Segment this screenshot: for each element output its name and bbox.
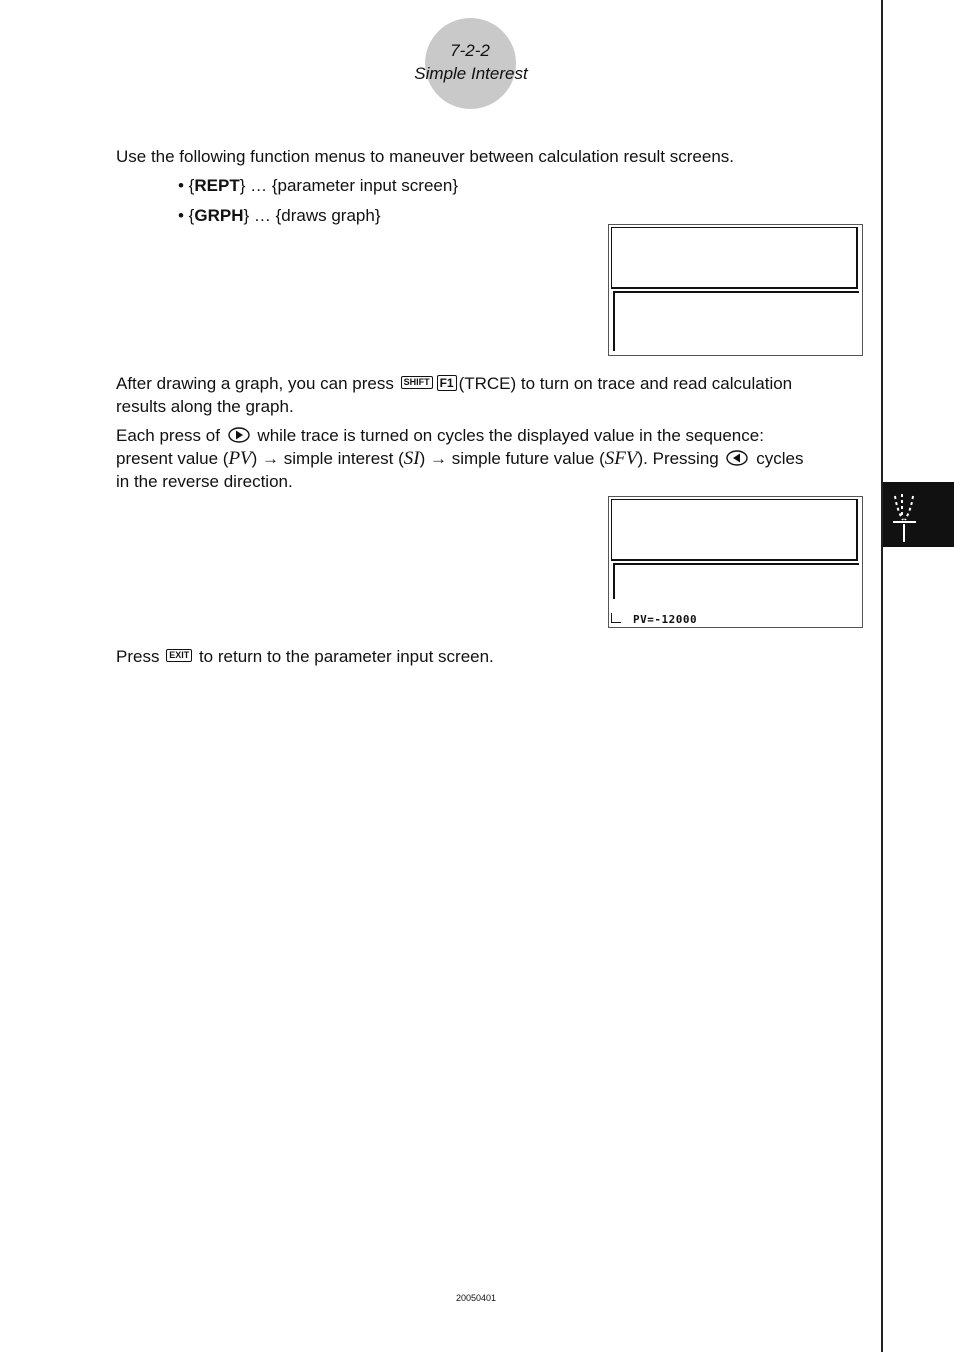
f1-key-icon: F1 <box>437 375 457 391</box>
graph-axis <box>613 291 859 351</box>
page-edge-rule <box>881 0 883 1352</box>
cycle-paragraph <box>116 424 866 493</box>
left-arrow-key-icon <box>726 450 748 466</box>
menu-desc-rept: } … {parameter input screen} <box>239 176 458 195</box>
trace-value: PV=-12000 <box>633 613 698 626</box>
trace-paragraph <box>116 372 856 418</box>
cycle-text-5: ) → simple future value ( <box>419 449 605 468</box>
menu-key-rept: REPT <box>194 176 240 195</box>
calculator-screen-trace <box>608 496 863 628</box>
graph-bar <box>611 227 858 289</box>
trace-text-1: After drawing a graph, you can press <box>116 374 394 393</box>
calculator-screen-graph <box>608 224 863 356</box>
menu-desc-grph: } … {draws graph} <box>243 206 381 225</box>
exit-text-2: to return to the parameter input screen. <box>198 647 494 666</box>
financial-chapter-icon <box>889 488 933 542</box>
symbol-sfv: SFV <box>604 448 638 469</box>
exit-paragraph <box>116 645 494 668</box>
trace-text-3: results along the graph. <box>116 397 294 416</box>
cycle-text-6: ). Pressing <box>637 449 719 468</box>
chapter-tab <box>883 482 954 547</box>
trace-graph-bar <box>611 499 858 561</box>
menu-key-grph: GRPH <box>194 206 244 225</box>
menu-item-rept: • {REPT} … {parameter input screen} <box>178 176 458 195</box>
right-arrow-key-icon <box>228 427 250 443</box>
symbol-pv: PV <box>228 448 252 469</box>
menu-item-grph: • {GRPH} … {draws graph} <box>178 206 381 225</box>
trace-status-line <box>611 613 697 626</box>
cycle-text-7: cycles <box>756 449 804 468</box>
symbol-si: SI <box>403 448 420 469</box>
cycle-text-2: while trace is turned on cycles the displayed value in the sequence: <box>257 426 764 445</box>
intro-text: Use the following function menus to maneuver between calculation result screens. <box>116 147 735 166</box>
trace-cursor-icon <box>611 613 621 623</box>
footer-date-code: 20050401 <box>455 1293 497 1303</box>
section-title: Simple Interest <box>414 64 528 83</box>
trace-graph-axis <box>613 563 859 599</box>
cycle-text-4: ) → simple interest ( <box>251 449 404 468</box>
trace-text-2: (TRCE) to turn on trace and read calculation <box>458 374 793 393</box>
shift-key-icon: SHIFT <box>401 376 433 389</box>
exit-key-icon: EXIT <box>166 649 192 662</box>
exit-text-1: Press <box>116 647 160 666</box>
cycle-text-1: Each press of <box>116 426 220 445</box>
section-number: 7-2-2 <box>450 41 490 60</box>
cycle-text-3: present value ( <box>116 449 229 468</box>
cycle-text-8: in the reverse direction. <box>116 472 293 491</box>
